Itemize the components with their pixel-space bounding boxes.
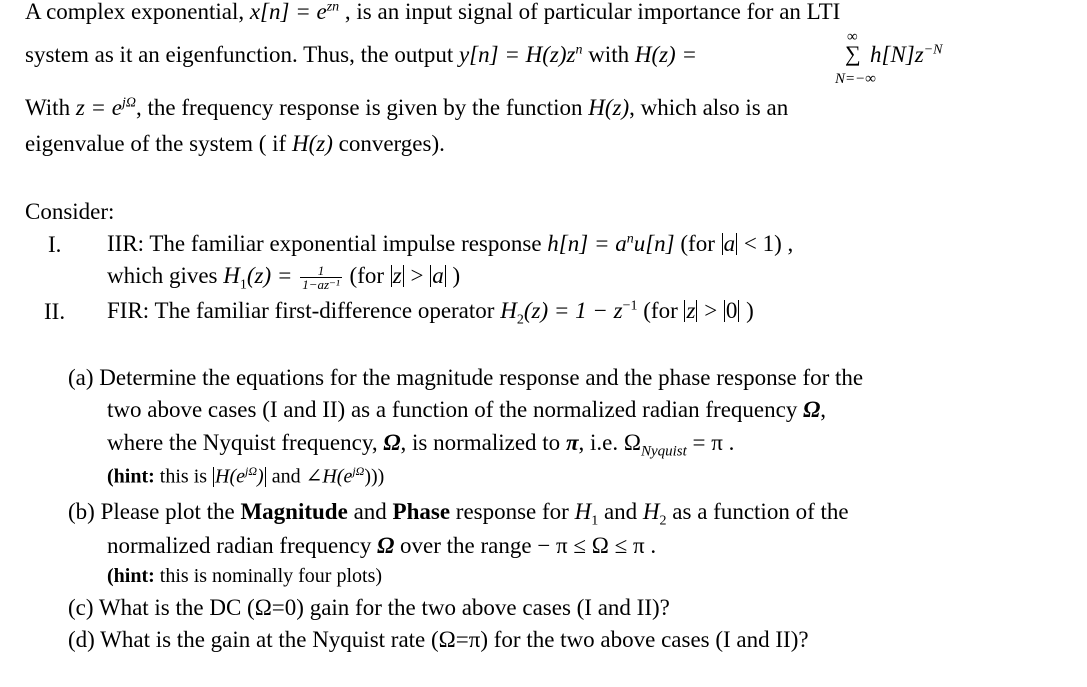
part-d: (d) What is the gain at the Nyquist rate (Ω=π) for the two above cases (I and II)? xyxy=(68,627,809,652)
text: , i.e. Ω xyxy=(578,430,641,455)
math-H-e: H(e xyxy=(215,465,246,488)
abs-bar xyxy=(213,467,214,487)
abs-bar xyxy=(265,467,266,487)
math-sup: jΩ xyxy=(245,464,258,478)
abs-bar xyxy=(724,300,725,322)
item-i-number: I. xyxy=(48,232,62,257)
item-ii-number: II. xyxy=(44,299,66,324)
math-z: z xyxy=(686,298,696,323)
text: > xyxy=(698,298,723,323)
hint-label: (hint: xyxy=(107,465,155,488)
consider-label: Consider: xyxy=(25,199,115,224)
sum-bottom: N=−∞ xyxy=(835,71,876,87)
text: , which also is an xyxy=(629,95,789,120)
text: ) xyxy=(446,263,461,288)
math-sup: −N xyxy=(923,42,943,58)
part-a-hint xyxy=(107,465,384,487)
text: with xyxy=(582,42,635,67)
math-sup: jΩ xyxy=(352,464,365,478)
text: A complex exponential, xyxy=(25,0,250,24)
part-b-line-1 xyxy=(68,500,849,529)
abs-bar xyxy=(445,265,446,287)
sum-term xyxy=(870,43,943,66)
text: over the range − π ≤ Ω ≤ π . xyxy=(394,533,657,558)
math-sup: n xyxy=(626,231,634,247)
math-z-eq: (z) = 1 − z xyxy=(523,298,623,323)
abs-bar xyxy=(403,265,404,287)
text: ) xyxy=(740,298,754,323)
math-H: H xyxy=(500,298,517,323)
intro-line-3 xyxy=(25,96,788,119)
text: With xyxy=(25,95,76,120)
text: (for xyxy=(674,231,721,256)
part-b-line-2 xyxy=(107,534,656,557)
item-i-line-2 xyxy=(107,264,460,293)
text: system as it an eigenfunction. Thus, the output xyxy=(25,42,459,67)
math-h-N: h[N]z xyxy=(870,42,924,67)
text: , xyxy=(820,397,827,422)
text: which gives xyxy=(107,263,224,288)
text: response for xyxy=(450,499,575,524)
math-z-eq: (z) = xyxy=(246,263,299,288)
text: , the frequency response is given by the function xyxy=(136,95,589,120)
text: (b) Please plot the xyxy=(68,499,241,524)
item-i-line-1 xyxy=(107,232,793,255)
math-sup: jΩ xyxy=(122,95,137,111)
intro-line-2 xyxy=(25,43,697,66)
math-h-n: h[n] = a xyxy=(547,231,627,256)
omega-symbol: Ω xyxy=(803,397,821,422)
text: normalized radian frequency xyxy=(107,533,378,558)
math-sub: 1 xyxy=(239,277,247,293)
text: where the Nyquist frequency, xyxy=(107,430,384,455)
text: , is an input signal of particular importance for an LTI xyxy=(339,0,841,24)
text: FIR: The familiar first-difference operator xyxy=(107,298,501,323)
fraction xyxy=(300,264,342,291)
intro-line-1 xyxy=(25,0,840,23)
math-H: H xyxy=(223,263,240,288)
text: > xyxy=(404,263,430,288)
text: = π . xyxy=(686,430,735,455)
math-sup: zn xyxy=(326,0,340,15)
math-a: a xyxy=(723,231,736,256)
text: and xyxy=(347,499,393,524)
math-H-z: H(z) xyxy=(588,95,630,120)
item-ii-line xyxy=(107,299,754,328)
fraction-denominator: 1−az⁻¹ xyxy=(302,277,340,293)
text: and xyxy=(598,499,643,524)
part-a-line-1: (a) Determine the equations for the magnitude response and the phase response for the xyxy=(68,365,864,390)
math-sub: 1 xyxy=(591,513,599,529)
text: eigenvalue of the system ( if xyxy=(25,131,292,156)
math-paren: ))) xyxy=(364,465,385,488)
phase-bold: Phase xyxy=(392,499,451,524)
part-a-line-3 xyxy=(107,431,734,460)
text: this is xyxy=(154,465,213,488)
text: converges). xyxy=(332,131,445,156)
omega-symbol: Ω xyxy=(383,430,401,455)
text: this is nominally four plots) xyxy=(154,565,383,587)
text: (for xyxy=(343,263,390,288)
math-sub: 2 xyxy=(659,513,667,529)
math-zero: 0 xyxy=(725,298,738,323)
text: (for xyxy=(637,298,684,323)
hint-label: (hint: xyxy=(107,565,155,587)
text: , is normalized to xyxy=(400,430,566,455)
math-x-n: x[n] = e xyxy=(249,0,327,24)
math-a: a xyxy=(432,263,444,288)
intro-line-4 xyxy=(25,132,445,155)
math-sub: 2 xyxy=(516,312,524,328)
part-b-hint xyxy=(107,566,382,586)
sum-top: ∞ xyxy=(847,29,858,45)
fraction-numerator: 1 xyxy=(317,263,325,279)
math-sup: n xyxy=(575,42,583,58)
math-H-e: H(e xyxy=(322,465,353,488)
text: as a function of the xyxy=(666,499,849,524)
math-z-e: z = e xyxy=(75,95,123,120)
text: two above cases (I and II) as a function of the normalized radian frequency xyxy=(107,397,804,422)
text: < 1) , xyxy=(738,231,794,256)
math-H: H xyxy=(642,499,660,524)
sum-symbol: ∑ xyxy=(845,41,861,66)
text: and ∠ xyxy=(266,465,323,488)
omega-symbol: Ω xyxy=(377,533,395,558)
part-a-line-2 xyxy=(107,398,826,421)
abs-bar xyxy=(722,233,723,255)
math-paren: ) xyxy=(257,465,264,488)
math-u-n: u[n] xyxy=(633,231,675,256)
text: IIR: The familiar exponential impulse response xyxy=(107,231,548,256)
math-sup: −1 xyxy=(622,298,638,314)
pi-symbol: π xyxy=(565,430,579,455)
math-y-n: y[n] = H(z)z xyxy=(458,42,576,67)
math-z: z xyxy=(392,263,402,288)
part-c: (c) What is the DC (Ω=0) gain for the two above cases (I and II)? xyxy=(68,595,670,620)
math-H-z: H(z) = xyxy=(634,42,697,67)
math-H: H xyxy=(574,499,592,524)
math-H-z: H(z) xyxy=(291,131,333,156)
nyquist-subscript: Nyquist xyxy=(640,443,687,460)
magnitude-bold: Magnitude xyxy=(240,499,348,524)
abs-bar xyxy=(391,265,392,287)
abs-bar xyxy=(736,233,737,255)
